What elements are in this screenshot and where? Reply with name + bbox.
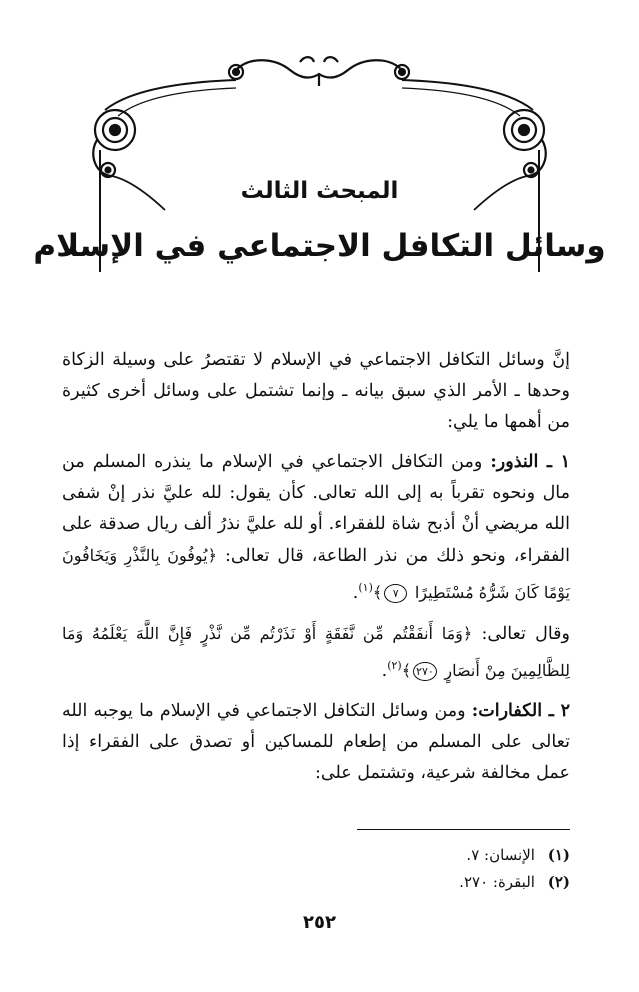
intro-paragraph: إنَّ وسائل التكافل الاجتماعي في الإسلام لا تقتصرُ على وسيلة الزكاة وحدها ـ الأمر الذي سبق بيانه ـ وإنما تشتمل على وسائل أخرى كثيرة من أهمها ما يلي: bbox=[62, 350, 570, 432]
verse-2-intro: وقال تعالى: bbox=[481, 623, 570, 644]
item-2-term: ٢ ـ الكفارات: bbox=[471, 700, 570, 721]
footnote-number: (١) bbox=[547, 846, 570, 864]
section-title: وسائل التكافل الاجتماعي في الإسلام bbox=[33, 228, 606, 264]
page-number: ٢٥٢ bbox=[303, 912, 336, 933]
section-label: المبحث الثالث bbox=[240, 178, 399, 204]
footnote-number: (٢) bbox=[547, 873, 570, 891]
verse-1-intro: قال تعالى: bbox=[224, 546, 304, 566]
verse-1-ayah-marker: ٧ bbox=[384, 584, 407, 603]
footnote-item bbox=[62, 842, 570, 869]
verse-1-close: ﴾ bbox=[372, 582, 383, 602]
verse-2-ayah-marker: ٢٧٠ bbox=[413, 662, 437, 681]
footnotes bbox=[62, 842, 570, 896]
item-2-paragraph bbox=[62, 696, 570, 789]
footnote-item bbox=[62, 869, 570, 896]
verse-2-paragraph: وقال تعالى: ﴿وَمَا أَنفَقْتُم مِّن نَّفَقَةٍ أَوْ نَذَرْتُم مِّن نَّذْرٍ فَإِنَّ اللَّهَ يَعْلَمُهُ وَمَا لِلظَّالِمِينَ مِنْ أَنصَارٍ ٢٧٠﴾$^{(٢)}$. bbox=[62, 623, 570, 681]
verse-2-close: ﴾ bbox=[401, 660, 412, 680]
footnote-separator bbox=[357, 829, 570, 830]
verse-1-quote: ﴿يُوفُونَ بِالنَّذْرِ وَيَخَافُونَ يَوْمًا كَانَ شَرُّهُ مُسْتَطِيرًا bbox=[62, 546, 570, 602]
main-text bbox=[62, 345, 570, 798]
item-1-term: ١ ـ النذور: bbox=[490, 452, 570, 472]
footnote-text: الإنسان: ٧. bbox=[466, 846, 535, 864]
verse-1-footnote-ref: (١) bbox=[358, 581, 373, 594]
verse-2-quote: ﴿وَمَا أَنفَقْتُم مِّن نَّفَقَةٍ أَوْ نَذَرْتُم مِّن نَّذْرٍ فَإِنَّ اللَّهَ يَعْلَمُهُ وَمَا لِلظَّالِمِينَ مِنْ أَنصَارٍ bbox=[62, 623, 570, 680]
footnote-text: البقرة: ٢٧٠. bbox=[459, 873, 535, 891]
item-2-text: ومن وسائل التكافل الاجتماعي في الإسلام ما يوجبه الله تعالى على المسلم من إطعام للمساكين أو تصدق على الفقراء إذا عمل مخالفة شرعية، وتشتمل على: bbox=[62, 700, 570, 783]
chapter-heading bbox=[0, 0, 639, 300]
item-1-text: ومن التكافل الاجتماعي في الإسلام ما ينذره المسلم من مال ونحوه تقرباً به إلى الله تعالى. كأن يقول: لله عليَّ نذر إنْ شفى الله مريضي أنْ أذبح شاة للفقراء. أو لله عليَّ نذرُ ألف ريال صدقة على الفقراء، ونحو ذلك من نذر الطاعة، bbox=[62, 452, 570, 566]
item-1-paragraph: ١ ـ النذور: ومن التكافل الاجتماعي في الإسلام ما ينذره المسلم من مال ونحوه تقرباً به إلى الله تعالى. كأن يقول: لله عليَّ نذر إنْ شفى الله مريضي أنْ أذبح شاة للفقراء. أو لله عليَّ نذرُ ألف ريال صدقة على الفقراء، ونحو ذلك من نذر الطاعة، قال تعالى: ﴿يُوفُونَ بِالنَّذْرِ وَيَخَافُونَ يَوْمًا كَانَ شَرُّهُ مُسْتَطِيرًا ٧﴾$^{(١)}$. bbox=[62, 452, 570, 603]
verse-2-footnote-ref: (٢) bbox=[387, 658, 402, 672]
